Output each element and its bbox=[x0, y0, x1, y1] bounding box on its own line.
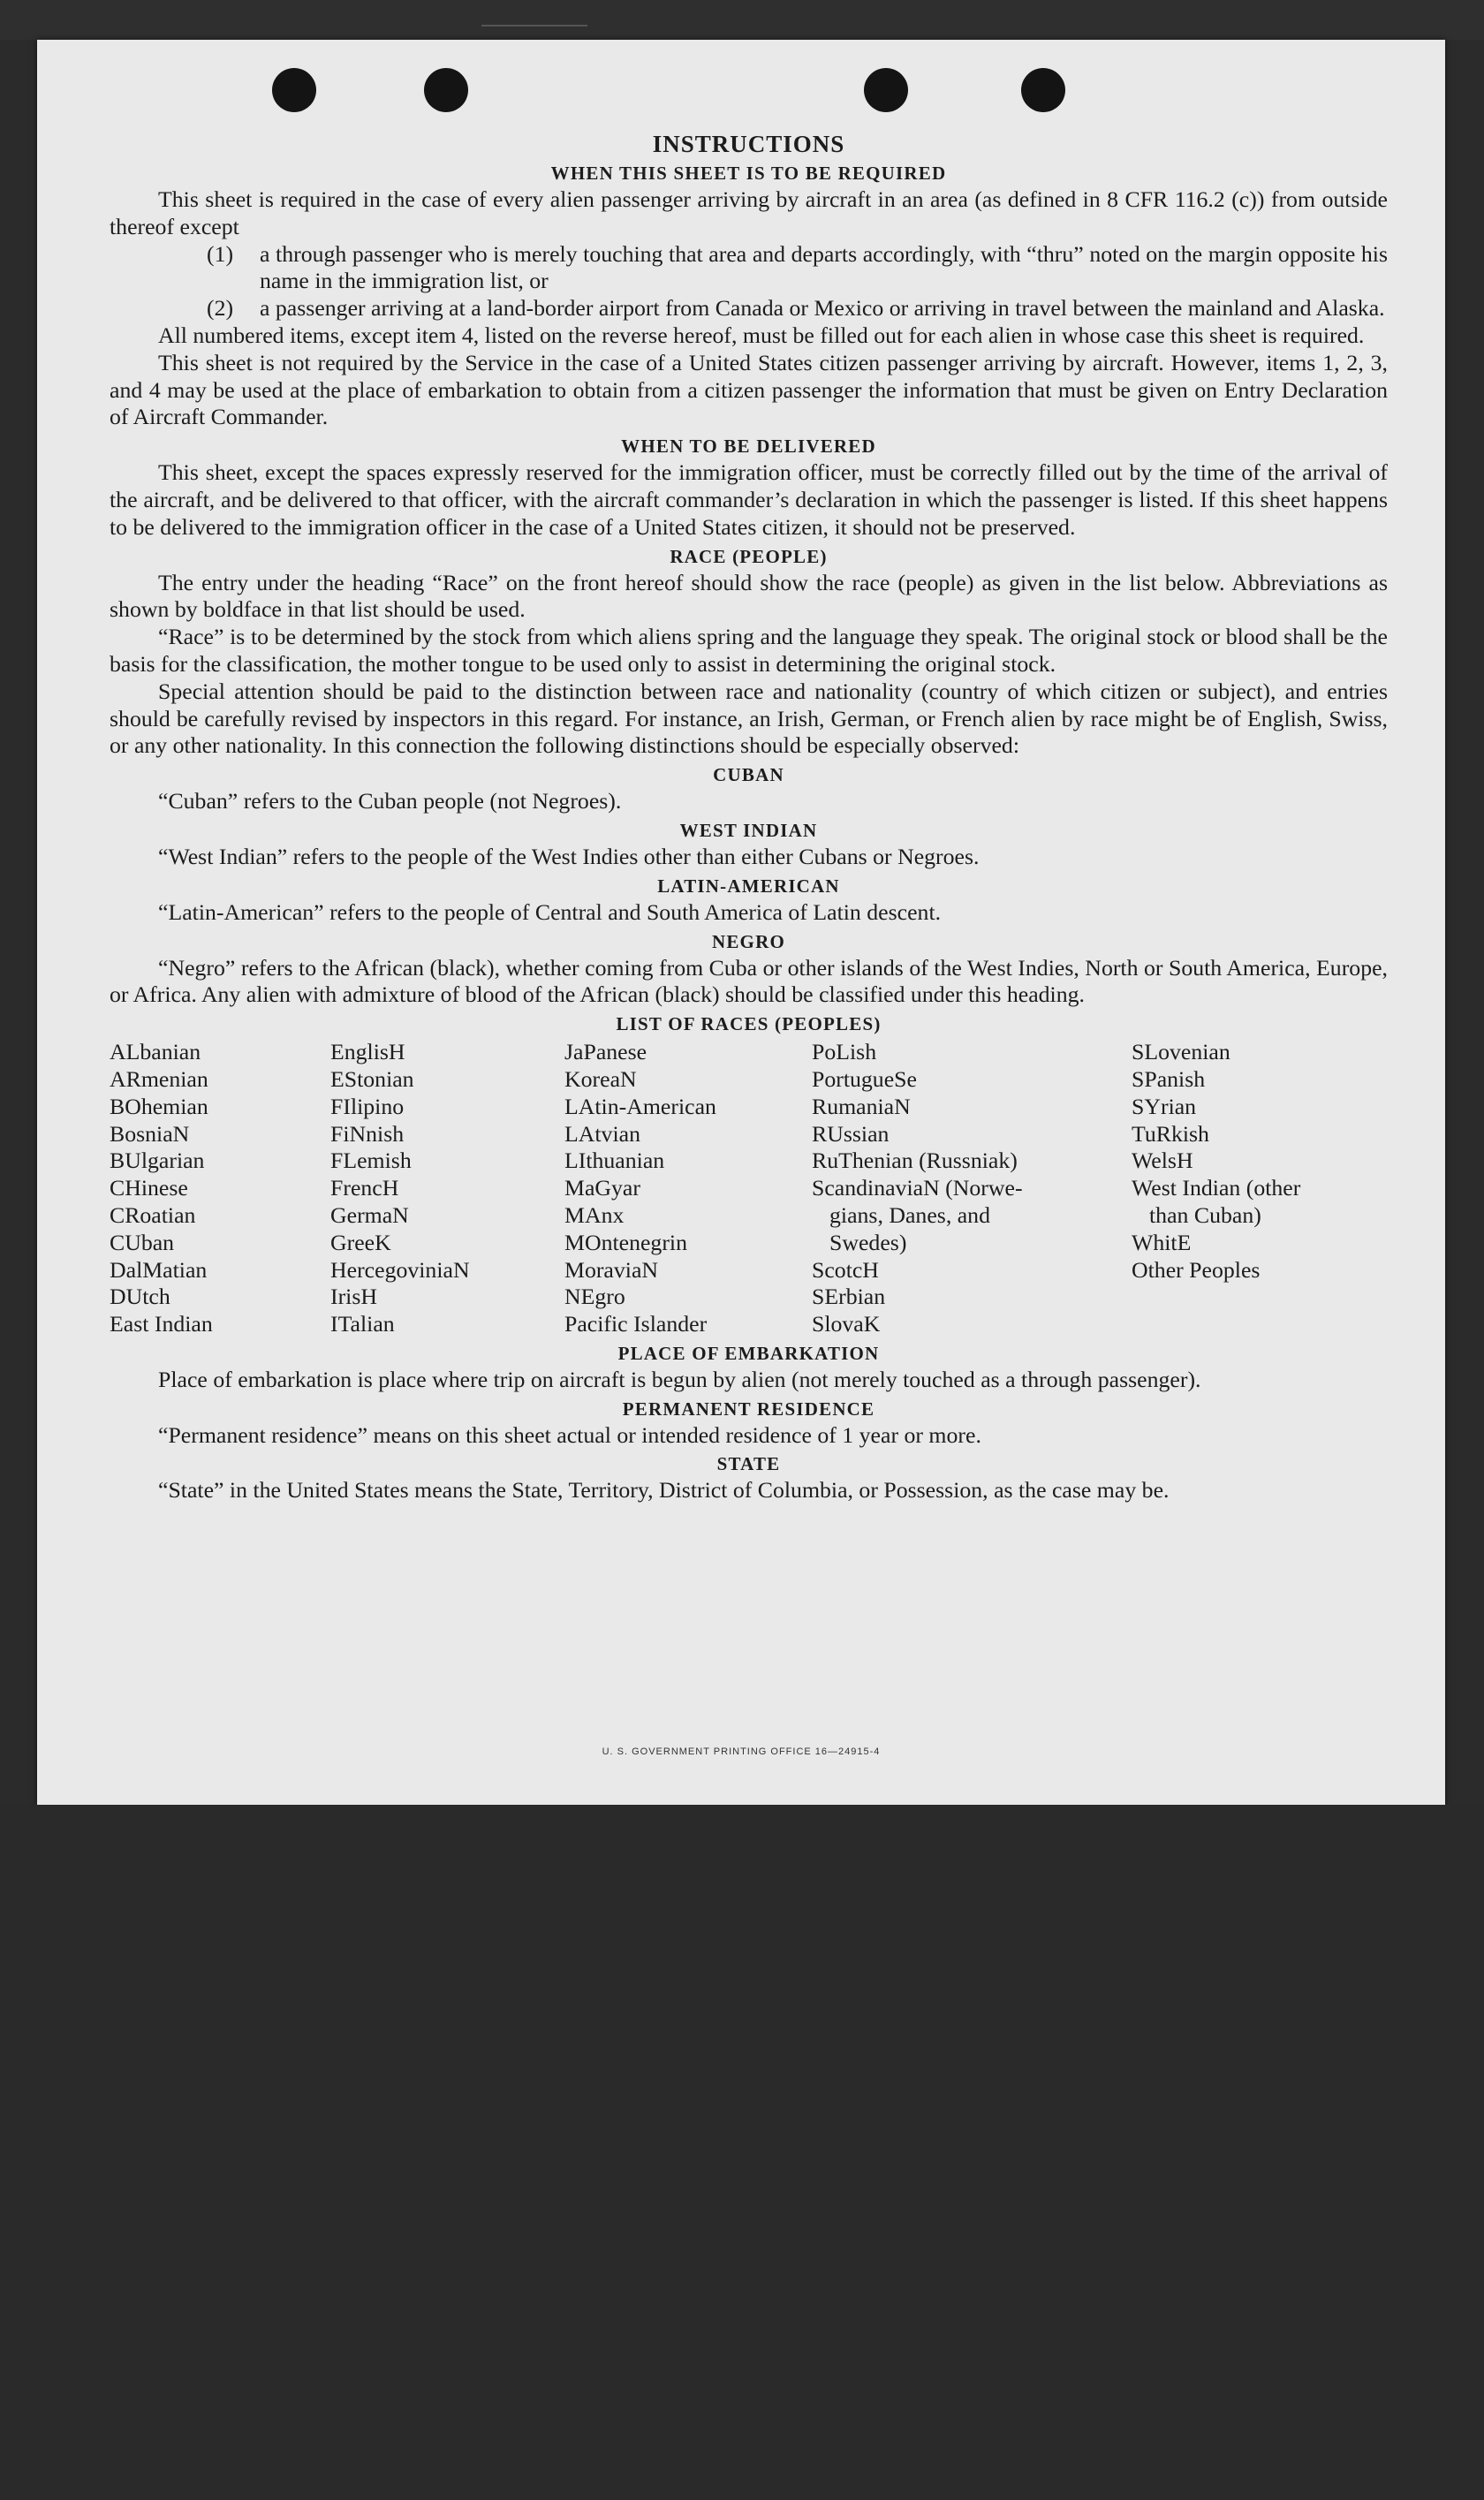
race-entry: SlovaK bbox=[812, 1311, 881, 1337]
race-entry: EnglisH bbox=[330, 1039, 405, 1065]
state-text: “State” in the United States means the State, Territory, District of Columbia, or Possession, as the case may be. bbox=[158, 1477, 1170, 1504]
race-entry: MAnx bbox=[564, 1201, 625, 1228]
race-entry: LAtin-American bbox=[564, 1093, 716, 1119]
race-entry-continued: gians, Danes, and bbox=[829, 1201, 990, 1228]
race-entry: DUtch bbox=[110, 1284, 170, 1310]
latin-american-text: “Latin-American” refers to the people of Central and South America of Latin descent. bbox=[158, 898, 942, 925]
heading-latin-american: LATIN-AMERICAN bbox=[657, 875, 840, 897]
race-entry: JaPanese bbox=[564, 1039, 647, 1065]
west-indian-text: “West Indian” refers to the people of the West Indies other than either Cubans or Negroes. bbox=[158, 843, 980, 869]
edge-mark bbox=[481, 25, 587, 27]
race-entry: RumaniaN bbox=[812, 1093, 911, 1119]
heading-state: STATE bbox=[716, 1453, 781, 1475]
top-border bbox=[0, 0, 1484, 40]
race-entry: RUssian bbox=[812, 1120, 890, 1147]
race-entry: MOntenegrin bbox=[564, 1229, 687, 1255]
exception-item-2 bbox=[110, 295, 1388, 322]
document-page bbox=[37, 40, 1445, 1805]
item-number: (1) bbox=[207, 240, 234, 267]
punch-hole-icon bbox=[272, 68, 316, 112]
heading-when-required: WHEN THIS SHEET IS TO BE REQUIRED bbox=[550, 163, 947, 184]
race-entry-continued: than Cuban) bbox=[1149, 1201, 1261, 1228]
race-paragraph-1: The entry under the heading “Race” on the front hereof should show the race (people) as given in the list below. Abbreviations as shown by boldface in that list should be used. bbox=[110, 569, 1388, 623]
page-title: INSTRUCTIONS bbox=[652, 131, 845, 157]
race-entry: BOhemian bbox=[110, 1093, 208, 1119]
punch-hole-icon bbox=[1021, 68, 1065, 112]
permanent-residence-text: “Permanent residence” means on this sheet actual or intended residence of 1 year or more. bbox=[158, 1421, 981, 1448]
punch-hole-icon bbox=[864, 68, 908, 112]
place-of-embarkation-text: Place of embarkation is place where trip on aircraft is begun by alien (not merely touched as a through passenger). bbox=[158, 1366, 1201, 1392]
race-entry: GreeK bbox=[330, 1229, 391, 1255]
race-entry: SErbian bbox=[812, 1284, 886, 1310]
item-text: a through passenger who is merely touching that area and departs accordingly, with “thru” noted on the margin opposite his name in the immigration list, or bbox=[260, 240, 1388, 294]
race-entry: BUlgarian bbox=[110, 1148, 205, 1174]
race-entry: WelsH bbox=[1132, 1148, 1193, 1174]
race-entry: West Indian (other bbox=[1132, 1175, 1301, 1201]
race-entry: MaGyar bbox=[564, 1175, 640, 1201]
race-entry: FrencH bbox=[330, 1175, 399, 1201]
heading-negro: NEGRO bbox=[711, 930, 785, 952]
heading-permanent-residence: PERMANENT RESIDENCE bbox=[622, 1398, 875, 1420]
race-entry: SPanish bbox=[1132, 1065, 1206, 1092]
race-entry: FiNnish bbox=[330, 1120, 405, 1147]
race-entry: CRoatian bbox=[110, 1201, 196, 1228]
race-entry: SLovenian bbox=[1132, 1039, 1230, 1065]
race-entry: ScotcH bbox=[812, 1256, 879, 1283]
instructions-body bbox=[110, 121, 1388, 1504]
race-entry: CHinese bbox=[110, 1175, 188, 1201]
race-entry: PortugueSe bbox=[812, 1065, 917, 1092]
race-entry: WhitE bbox=[1132, 1229, 1192, 1255]
citizen-paragraph: This sheet is not required by the Service in the case of a United States citizen passenger arriving by aircraft. However, items 1, 2, 3, and 4 may be used at the place of embarkation to obtain from a citizen passenger the information that must be given on Entry Declaration of Aircraft Commander. bbox=[110, 349, 1388, 430]
scan-background bbox=[0, 1805, 1484, 2500]
race-entry: Pacific Islander bbox=[564, 1311, 708, 1337]
heading-cuban: CUBAN bbox=[713, 764, 784, 786]
race-entry: CUban bbox=[110, 1229, 175, 1255]
exception-item-1 bbox=[110, 241, 1388, 296]
heading-place-of-embarkation: PLACE OF EMBARKATION bbox=[617, 1342, 880, 1364]
race-entry: ScandinaviaN (Norwe- bbox=[812, 1175, 1023, 1201]
races-column-4 bbox=[812, 1039, 1132, 1338]
race-entry: NEgro bbox=[564, 1284, 625, 1310]
races-column-5 bbox=[1132, 1039, 1388, 1338]
heading-when-delivered: WHEN TO BE DELIVERED bbox=[621, 436, 876, 458]
when-required-intro: This sheet is required in the case of every alien passenger arriving by aircraft in an area (as defined in 8 CFR 116.2 (c)) from outside thereof except bbox=[110, 186, 1388, 239]
races-column-2 bbox=[330, 1039, 564, 1338]
race-entry: LIthuanian bbox=[564, 1148, 665, 1174]
race-entry: ITalian bbox=[330, 1311, 395, 1337]
race-entry: East Indian bbox=[110, 1311, 213, 1337]
punch-hole-icon bbox=[424, 68, 468, 112]
race-entry: ALbanian bbox=[110, 1039, 201, 1065]
race-paragraph-3: Special attention should be paid to the distinction between race and nationality (country of which citizen or subject), and entries should be carefully revised by inspectors in this regard. For instance, an Irish, German, or French alien by race might be of English, Swiss, or any other nationality. In this connection the following distinctions should be especially observed: bbox=[110, 678, 1388, 759]
race-entry: BosniaN bbox=[110, 1120, 190, 1147]
races-list bbox=[110, 1039, 1388, 1338]
race-entry: LAtvian bbox=[564, 1120, 640, 1147]
race-entry: FIlipino bbox=[330, 1093, 405, 1119]
race-entry: HercegoviniaN bbox=[330, 1256, 470, 1283]
race-entry: GermaN bbox=[330, 1201, 409, 1228]
printing-office-note: U. S. GOVERNMENT PRINTING OFFICE 16—24915-4 bbox=[602, 1746, 881, 1757]
heading-list-of-races: LIST OF RACES (PEOPLES) bbox=[616, 1013, 882, 1035]
race-entry: RuThenian (Russniak) bbox=[812, 1148, 1018, 1174]
item-number: (2) bbox=[207, 295, 234, 322]
races-column-3 bbox=[564, 1039, 812, 1338]
heading-west-indian: WEST INDIAN bbox=[679, 819, 818, 841]
race-paragraph-2: “Race” is to be determined by the stock from which aliens spring and the language they speak. The original stock or blood shall be the basis for the classification, the mother tongue to be used only to assist in determining the original stock. bbox=[110, 624, 1388, 677]
race-entry: Other Peoples bbox=[1132, 1256, 1261, 1283]
race-entry: KoreaN bbox=[564, 1065, 637, 1092]
races-column-1 bbox=[110, 1039, 330, 1338]
negro-text: “Negro” refers to the African (black), whether coming from Cuba or other islands of the West Indies, North or South America, Europe, or Africa. Any alien with admixture of blood of the African (black) should be classified under this heading. bbox=[110, 954, 1388, 1008]
cuban-text: “Cuban” refers to the Cuban people (not Negroes). bbox=[158, 788, 622, 814]
race-entry-continued: Swedes) bbox=[829, 1229, 907, 1255]
race-entry: PoLish bbox=[812, 1039, 877, 1065]
race-entry: IrisH bbox=[330, 1284, 378, 1310]
race-entry: TuRkish bbox=[1132, 1120, 1209, 1147]
heading-race: RACE (PEOPLE) bbox=[670, 545, 828, 567]
race-entry: EStonian bbox=[330, 1065, 414, 1092]
race-entry: MoraviaN bbox=[564, 1256, 659, 1283]
race-entry: SYrian bbox=[1132, 1093, 1197, 1119]
race-entry: FLemish bbox=[330, 1148, 412, 1174]
item-text: a passenger arriving at a land-border airport from Canada or Mexico or arriving in travel between the mainland and Alaska. bbox=[260, 295, 1385, 322]
race-entry: DalMatian bbox=[110, 1256, 208, 1283]
race-entry: ARmenian bbox=[110, 1065, 208, 1092]
numbered-items-paragraph: All numbered items, except item 4, listed on the reverse hereof, must be filled out for each alien in whose case this sheet is required. bbox=[158, 322, 1365, 348]
when-delivered-text: This sheet, except the spaces expressly reserved for the immigration officer, must be correctly filled out by the time of the arrival of the aircraft, and be delivered to that officer, with the aircraft commander’s declaration in which the passenger is listed. If this sheet happens to be delivered to the immigration officer in the case of a United States citizen, it should not be preserved. bbox=[110, 459, 1388, 540]
